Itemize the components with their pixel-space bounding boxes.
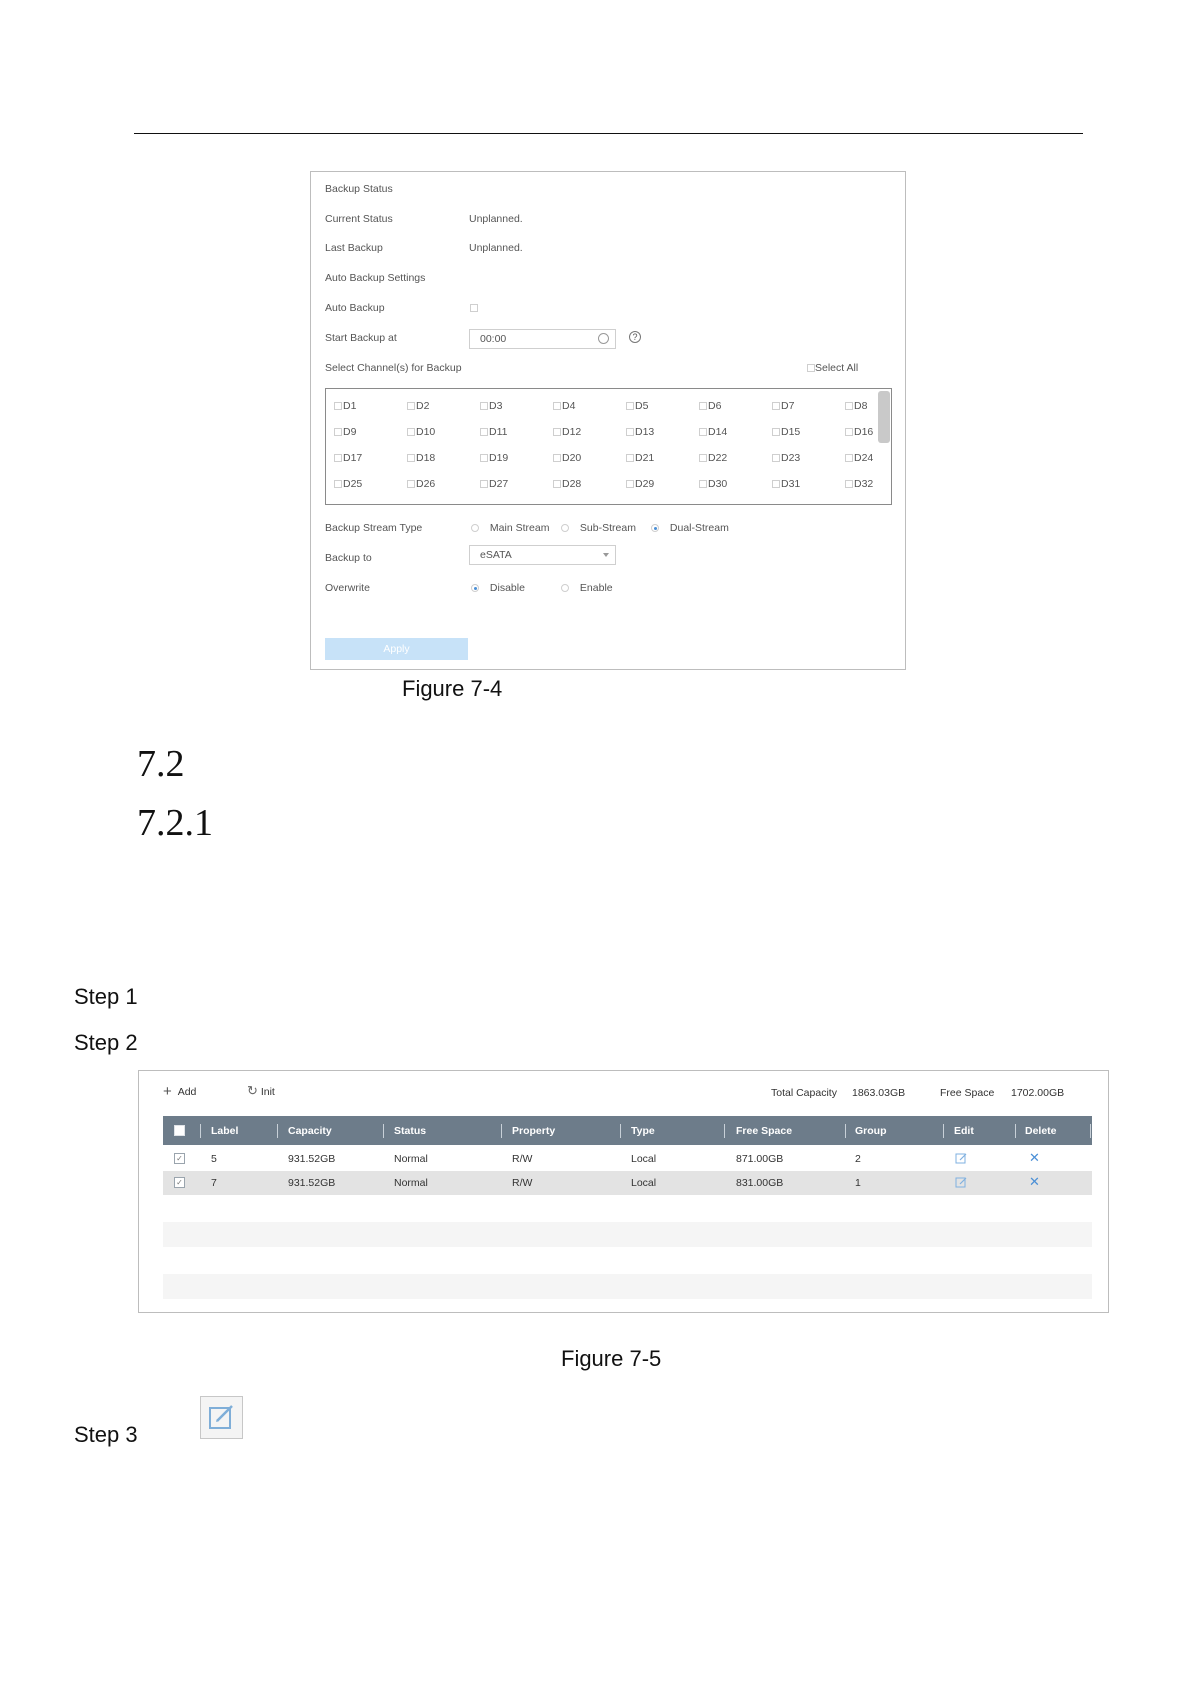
channel-label: D31 bbox=[781, 478, 801, 490]
channel-item[interactable] bbox=[407, 400, 429, 412]
backup-to-label: Backup to bbox=[325, 552, 372, 564]
channel-label: D20 bbox=[562, 452, 582, 464]
channel-checkbox[interactable] bbox=[480, 480, 488, 488]
column-separator bbox=[845, 1124, 846, 1138]
channel-item[interactable] bbox=[334, 452, 362, 464]
channel-checkbox[interactable] bbox=[334, 428, 342, 436]
column-separator bbox=[724, 1124, 725, 1138]
channel-checkbox[interactable] bbox=[772, 402, 780, 410]
figure-7-5-caption: Figure 7-5 bbox=[561, 1346, 662, 1371]
start-backup-label: Start Backup at bbox=[325, 332, 397, 344]
storage-device-panel bbox=[138, 1070, 1109, 1313]
channel-label: D4 bbox=[562, 400, 576, 412]
channel-item[interactable] bbox=[845, 478, 873, 490]
cell-type: Local bbox=[631, 1153, 657, 1165]
channel-checkbox[interactable] bbox=[334, 480, 342, 488]
cell-status: Normal bbox=[394, 1153, 428, 1165]
overwrite-enable-radio[interactable] bbox=[561, 584, 569, 592]
channel-label: D12 bbox=[562, 426, 582, 438]
cell-property: R/W bbox=[512, 1177, 533, 1189]
channel-item[interactable] bbox=[626, 478, 654, 490]
step-1: Step 1 bbox=[74, 984, 138, 1009]
channel-checkbox[interactable] bbox=[845, 428, 853, 436]
channel-item[interactable] bbox=[845, 426, 873, 438]
edit-button-illustration bbox=[200, 1396, 243, 1439]
step-2: Step 2 bbox=[74, 1030, 138, 1055]
plus-icon: + bbox=[163, 1083, 172, 1100]
channel-label: D1 bbox=[343, 400, 357, 412]
channel-checkbox[interactable] bbox=[626, 402, 634, 410]
channel-item[interactable] bbox=[772, 478, 800, 490]
total-capacity-label: Total Capacity bbox=[771, 1087, 837, 1099]
stream-type-label: Backup Stream Type bbox=[325, 522, 423, 534]
channel-label: D16 bbox=[854, 426, 874, 438]
backup-to-value: eSATA bbox=[480, 549, 512, 561]
channel-checkbox[interactable] bbox=[480, 402, 488, 410]
figure-7-4-caption: Figure 7-4 bbox=[402, 676, 503, 701]
col-label[interactable]: Label bbox=[211, 1125, 239, 1137]
channel-checkbox[interactable] bbox=[553, 480, 561, 488]
cell-type: Local bbox=[631, 1177, 657, 1189]
channel-checkbox[interactable] bbox=[772, 454, 780, 462]
stream-sub-option[interactable] bbox=[561, 522, 636, 534]
channel-checkbox[interactable] bbox=[626, 454, 634, 462]
clock-icon[interactable] bbox=[598, 333, 609, 344]
overwrite-enable-label: Enable bbox=[579, 582, 613, 594]
column-separator bbox=[501, 1124, 502, 1138]
column-separator bbox=[383, 1124, 384, 1138]
init-button[interactable] bbox=[247, 1083, 275, 1099]
table-row[interactable] bbox=[163, 1171, 1092, 1195]
stream-sub-label: Sub-Stream bbox=[579, 522, 636, 534]
stream-main-option[interactable] bbox=[471, 522, 549, 534]
channel-item[interactable] bbox=[480, 478, 508, 490]
channel-item[interactable] bbox=[699, 400, 721, 412]
auto-backup-checkbox[interactable] bbox=[470, 304, 478, 312]
header-rule bbox=[134, 133, 1083, 134]
channel-item[interactable] bbox=[553, 452, 581, 464]
cell-label: 7 bbox=[211, 1177, 217, 1189]
channel-label: D9 bbox=[343, 426, 357, 438]
delete-icon[interactable]: ✕ bbox=[1029, 1174, 1040, 1189]
init-label: Init bbox=[260, 1086, 275, 1098]
channel-label: D10 bbox=[416, 426, 436, 438]
channel-checkbox[interactable] bbox=[553, 454, 561, 462]
last-backup-value: Unplanned. bbox=[469, 242, 523, 254]
overwrite-disable-option[interactable] bbox=[471, 582, 525, 594]
channel-checkbox[interactable] bbox=[553, 428, 561, 436]
channel-label: D17 bbox=[343, 452, 363, 464]
channel-checkbox[interactable] bbox=[772, 428, 780, 436]
overwrite-label: Overwrite bbox=[325, 582, 370, 594]
select-all-checkbox[interactable] bbox=[807, 364, 815, 372]
channel-checkbox[interactable] bbox=[626, 428, 634, 436]
channel-checkbox[interactable] bbox=[334, 454, 342, 462]
auto-backup-settings-title: Auto Backup Settings bbox=[325, 272, 426, 284]
start-backup-time-value: 00:00 bbox=[480, 333, 507, 345]
col-delete[interactable]: Delete bbox=[1025, 1125, 1057, 1137]
column-separator bbox=[1090, 1124, 1091, 1138]
channel-label: D6 bbox=[708, 400, 722, 412]
channel-checkbox[interactable] bbox=[845, 402, 853, 410]
free-space-value: 1702.00GB bbox=[1011, 1087, 1065, 1099]
cell-group: 2 bbox=[855, 1153, 861, 1165]
last-backup-label: Last Backup bbox=[325, 242, 383, 254]
channel-item[interactable] bbox=[480, 426, 507, 438]
backup-settings-panel bbox=[310, 171, 906, 670]
channel-label: D8 bbox=[854, 400, 868, 412]
column-separator bbox=[1015, 1124, 1016, 1138]
channel-label: D15 bbox=[781, 426, 801, 438]
col-type[interactable]: Type bbox=[631, 1125, 655, 1137]
channel-list-scrollbar[interactable] bbox=[878, 391, 890, 443]
total-capacity-value: 1863.03GB bbox=[852, 1087, 906, 1099]
empty-row bbox=[163, 1274, 1092, 1299]
channel-label: D5 bbox=[635, 400, 649, 412]
overwrite-disable-label: Disable bbox=[489, 582, 525, 594]
channel-item[interactable] bbox=[553, 400, 575, 412]
col-capacity[interactable]: Capacity bbox=[288, 1125, 332, 1137]
current-status-label: Current Status bbox=[325, 213, 393, 225]
channel-item[interactable] bbox=[553, 426, 581, 438]
channel-item[interactable] bbox=[699, 452, 727, 464]
channel-item[interactable] bbox=[334, 478, 362, 490]
channel-item[interactable] bbox=[845, 400, 867, 412]
cell-capacity: 931.52GB bbox=[288, 1177, 336, 1189]
cell-group: 1 bbox=[855, 1177, 861, 1189]
cell-free-space: 831.00GB bbox=[736, 1177, 784, 1189]
stream-dual-option[interactable] bbox=[651, 522, 729, 534]
column-separator bbox=[277, 1124, 278, 1138]
channel-label: D19 bbox=[489, 452, 509, 464]
channel-checkbox[interactable] bbox=[626, 480, 634, 488]
channel-item[interactable] bbox=[699, 478, 727, 490]
section-heading: 7.2 bbox=[137, 743, 185, 785]
select-all-control[interactable] bbox=[807, 362, 858, 374]
channel-item[interactable] bbox=[845, 452, 873, 464]
col-free-space[interactable]: Free Space bbox=[736, 1125, 793, 1137]
cell-property: R/W bbox=[512, 1153, 533, 1165]
delete-icon[interactable]: ✕ bbox=[1029, 1150, 1040, 1165]
channel-checkbox[interactable] bbox=[480, 428, 488, 436]
channel-label: D29 bbox=[635, 478, 655, 490]
channel-item[interactable] bbox=[626, 400, 648, 412]
step-3: Step 3 bbox=[74, 1422, 138, 1447]
channel-checkbox[interactable] bbox=[407, 480, 415, 488]
help-icon[interactable]: ? bbox=[629, 331, 641, 343]
column-separator bbox=[620, 1124, 621, 1138]
cell-label: 5 bbox=[211, 1153, 217, 1165]
channel-checkbox[interactable] bbox=[699, 402, 707, 410]
cell-status: Normal bbox=[394, 1177, 428, 1189]
stream-sub-radio[interactable] bbox=[561, 524, 569, 532]
stream-dual-label: Dual-Stream bbox=[669, 522, 729, 534]
apply-button[interactable]: Apply bbox=[325, 638, 468, 660]
channel-item[interactable] bbox=[480, 400, 502, 412]
channel-label: D2 bbox=[416, 400, 430, 412]
channel-item[interactable] bbox=[407, 426, 435, 438]
channel-item[interactable] bbox=[334, 400, 356, 412]
subsection-heading: 7.2.1 bbox=[137, 802, 213, 844]
channel-label: D14 bbox=[708, 426, 728, 438]
add-label: Add bbox=[177, 1086, 197, 1098]
select-all-rows-checkbox[interactable] bbox=[174, 1125, 185, 1136]
edit-icon bbox=[201, 1397, 241, 1437]
add-button[interactable] bbox=[163, 1083, 196, 1100]
empty-row bbox=[163, 1222, 1092, 1247]
edit-icon[interactable] bbox=[955, 1176, 967, 1188]
col-status[interactable]: Status bbox=[394, 1125, 427, 1137]
channel-checkbox[interactable] bbox=[699, 480, 707, 488]
row-checkbox[interactable]: ✓ bbox=[174, 1177, 185, 1188]
stream-main-radio[interactable] bbox=[471, 524, 479, 532]
overwrite-disable-radio[interactable] bbox=[471, 584, 479, 592]
channel-label: D22 bbox=[708, 452, 728, 464]
channel-checkbox[interactable] bbox=[553, 402, 561, 410]
channel-label: D11 bbox=[489, 426, 508, 438]
stream-dual-radio[interactable] bbox=[651, 524, 659, 532]
channel-checkbox[interactable] bbox=[407, 454, 415, 462]
row-checkbox[interactable]: ✓ bbox=[174, 1153, 185, 1164]
col-edit[interactable]: Edit bbox=[954, 1125, 974, 1137]
table-header bbox=[163, 1116, 1092, 1145]
channel-checkbox[interactable] bbox=[334, 402, 342, 410]
channel-checkbox[interactable] bbox=[845, 454, 853, 462]
backup-status-title: Backup Status bbox=[325, 183, 393, 195]
channel-item[interactable] bbox=[772, 400, 794, 412]
channel-label: D23 bbox=[781, 452, 801, 464]
channel-checkbox[interactable] bbox=[772, 480, 780, 488]
refresh-icon: ↻ bbox=[247, 1083, 258, 1098]
edit-icon[interactable] bbox=[955, 1152, 967, 1164]
col-property[interactable]: Property bbox=[512, 1125, 556, 1137]
channel-checkbox[interactable] bbox=[699, 454, 707, 462]
channel-label: D25 bbox=[343, 478, 363, 490]
channel-item[interactable] bbox=[553, 478, 581, 490]
channel-item[interactable] bbox=[626, 426, 654, 438]
channel-list bbox=[325, 388, 892, 505]
cell-free-space: 871.00GB bbox=[736, 1153, 784, 1165]
col-group[interactable]: Group bbox=[855, 1125, 887, 1137]
channel-label: D18 bbox=[416, 452, 436, 464]
backup-to-select[interactable] bbox=[469, 545, 616, 565]
column-separator bbox=[943, 1124, 944, 1138]
channel-label: D13 bbox=[635, 426, 655, 438]
channel-item[interactable] bbox=[407, 478, 435, 490]
channel-label: D7 bbox=[781, 400, 795, 412]
channel-checkbox[interactable] bbox=[480, 454, 488, 462]
channel-item[interactable] bbox=[772, 426, 800, 438]
channel-label: D27 bbox=[489, 478, 509, 490]
current-status-value: Unplanned. bbox=[469, 213, 523, 225]
channel-item[interactable] bbox=[772, 452, 800, 464]
channel-checkbox[interactable] bbox=[407, 428, 415, 436]
channel-label: D3 bbox=[489, 400, 503, 412]
channel-checkbox[interactable] bbox=[699, 428, 707, 436]
select-channels-label: Select Channel(s) for Backup bbox=[325, 362, 462, 374]
channel-checkbox[interactable] bbox=[845, 480, 853, 488]
channel-item[interactable] bbox=[699, 426, 727, 438]
free-space-label: Free Space bbox=[940, 1087, 995, 1099]
table-row[interactable] bbox=[163, 1147, 1092, 1171]
channel-label: D21 bbox=[635, 452, 655, 464]
auto-backup-label: Auto Backup bbox=[325, 302, 385, 314]
channel-item[interactable] bbox=[407, 452, 435, 464]
column-separator bbox=[200, 1124, 201, 1138]
channel-label: D26 bbox=[416, 478, 436, 490]
channel-checkbox[interactable] bbox=[407, 402, 415, 410]
select-all-label: Select All bbox=[815, 362, 859, 374]
cell-capacity: 931.52GB bbox=[288, 1153, 336, 1165]
channel-label: D32 bbox=[854, 478, 874, 490]
channel-label: D30 bbox=[708, 478, 728, 490]
stream-main-label: Main Stream bbox=[489, 522, 550, 534]
start-backup-time-input[interactable] bbox=[469, 329, 616, 349]
channel-label: D28 bbox=[562, 478, 582, 490]
dropdown-arrow-icon bbox=[603, 553, 609, 557]
channel-label: D24 bbox=[854, 452, 874, 464]
overwrite-enable-option[interactable] bbox=[561, 582, 613, 594]
channel-item[interactable] bbox=[480, 452, 508, 464]
channel-item[interactable] bbox=[334, 426, 356, 438]
channel-item[interactable] bbox=[626, 452, 654, 464]
